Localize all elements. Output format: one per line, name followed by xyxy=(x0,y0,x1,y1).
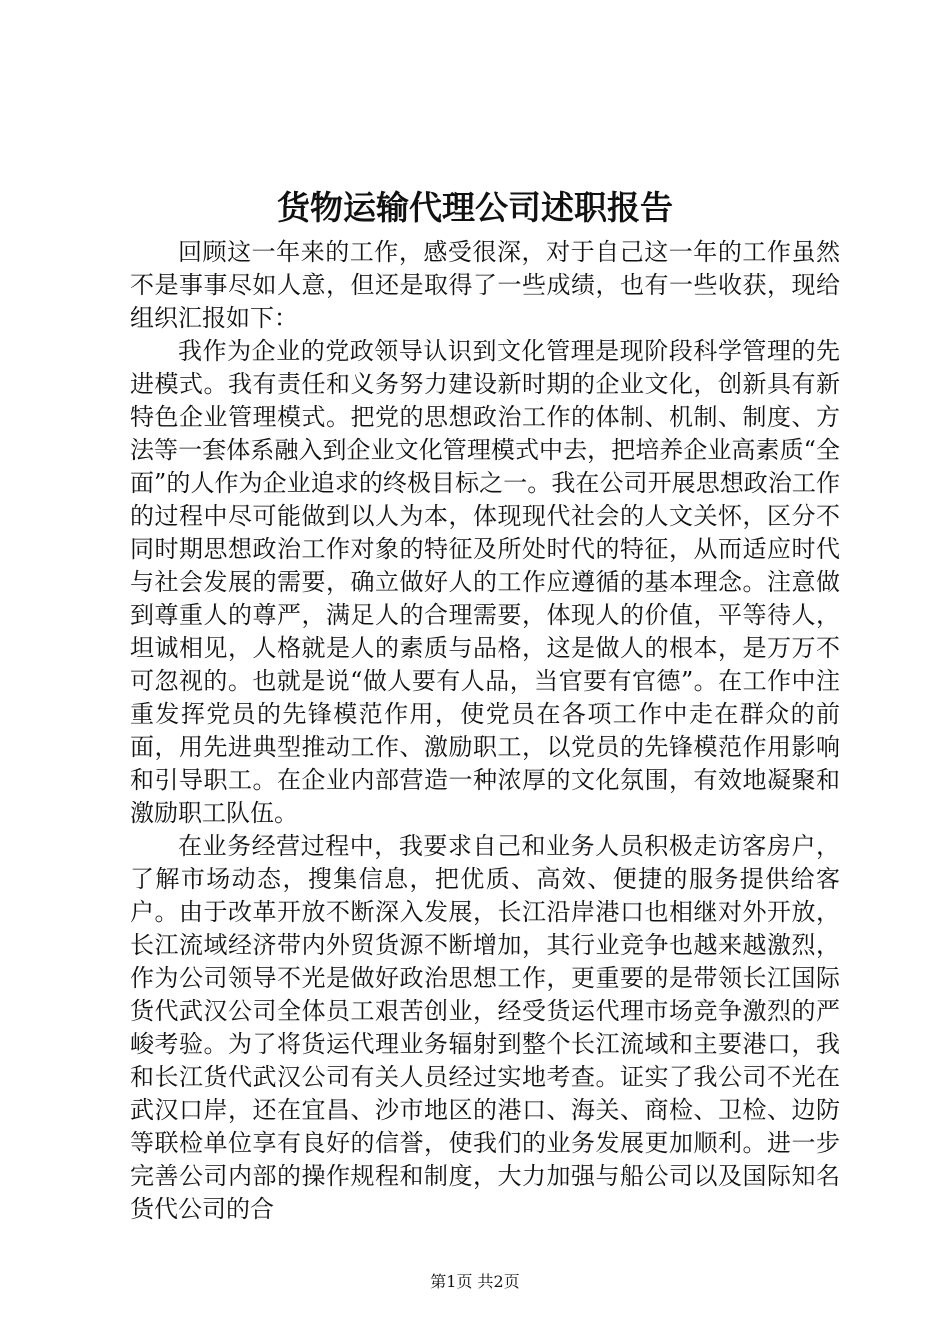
page-footer: 第1页 共2页 xyxy=(430,1272,520,1291)
paragraph-culture: 我作为企业的党政领导认识到文化管理是现阶段科学管理的先进模式。我有责任和义务努力建设新时期的企业文化，创新具有新特色企业管理模式。把党的思想政治工作的体制、机制、制度、方法等一套体系融入到企业文化管理模式中去，把培养企业高素质“全面”的人作为企业追求的终极目标之一。我在公司开展思想政治工作的过程中尽可能做到以人为本，体现现代社会的人文关怀，区分不同时期思想政治工作对象的特征及所处时代的特征，从而适应时代与社会发展的需要，确立做好人的工作应遵循的基本理念。注意做到尊重人的尊严，满足人的合理需要，体现人的价值，平等待人，坦诚相见，人格就是人的素质与品格，这是做人的根本，是万万不可忽视的。也就是说“做人要有人品，当官要有官德”。在工作中注重发挥党员的先锋模范作用，使党员在各项工作中走在群众的前面，用先进典型推动工作、激励职工，以党员的先锋模范作用影响和引导职工。在企业内部营造一种浓厚的文化氛围，有效地凝聚和激励职工队伍。 xyxy=(130,337,840,827)
document-title: 货物运输代理公司述职报告 xyxy=(277,188,673,227)
paragraph-business: 在业务经营过程中，我要求自己和业务人员积极走访客房户，了解市场动态，搜集信息，把优质、高效、便捷的服务提供给客户。由于改革开放不断深入发展，长江沿岸港口也相继对外开放，长江流域经济带内外贸货源不断增加，其行业竞争也越来越激烈，作为公司领导不光是做好政治思想工作，更重要的是带领长江国际货代武汉公司全体员工艰苦创业，经受货运代理市场竞争激烈的严峻考验。为了将货运代理业务辐射到整个长江流域和主要港口，我和长江货代武汉公司有关人员经过实地考查。证实了我公司不光在武汉口岸，还在宜昌、沙市地区的港口、海关、商检、卫检、边防等联检单位享有良好的信誉，使我们的业务发展更加顺利。进一步完善公司内部的操作规程和制度，大力加强与船公司以及国际知名货代公司的合 xyxy=(130,832,840,1223)
paragraph-intro: 回顾这一年来的工作，感受很深，对于自己这一年的工作虽然不是事事尽如人意，但还是取得了一些成绩，也有一些收获，现给组织汇报如下： xyxy=(130,238,840,332)
document-body xyxy=(130,236,840,1226)
